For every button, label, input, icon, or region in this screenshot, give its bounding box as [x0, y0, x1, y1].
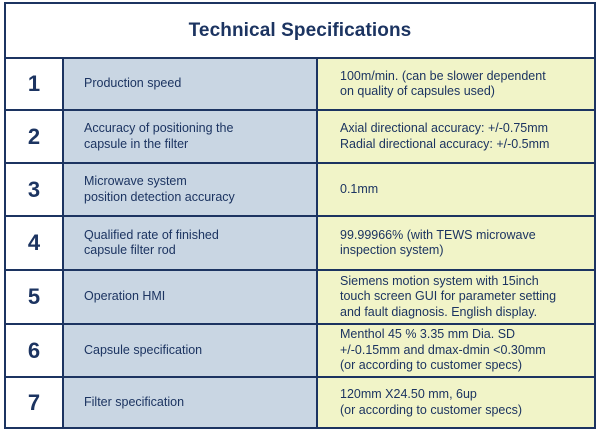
spec-value: 120mm X24.50 mm, 6up (or according to customer specs): [318, 378, 594, 427]
spec-label: Qualified rate of finished capsule filter rod: [64, 217, 318, 269]
spec-sheet: [4, 2, 596, 429]
row-number: 7: [6, 378, 64, 427]
spec-label: Accuracy of positioning the capsule in the filter: [64, 111, 318, 162]
spec-label: Production speed: [64, 59, 318, 109]
spec-row-5: [6, 271, 594, 325]
spec-value: 100m/min. (can be slower dependent on quality of capsules used): [318, 59, 594, 109]
spec-value: 0.1mm: [318, 164, 594, 215]
spec-row-7: [6, 378, 594, 427]
title-bar: [6, 4, 594, 59]
spec-row-6: [6, 325, 594, 378]
spec-row-1: [6, 59, 594, 111]
row-number: 2: [6, 111, 64, 162]
row-number: 5: [6, 271, 64, 323]
spec-value: Menthol 45 % 3.35 mm Dia. SD +/-0.15mm and dmax-dmin <0.30mm (or according to customer specs): [318, 325, 594, 376]
spec-row-3: [6, 164, 594, 217]
row-number: 3: [6, 164, 64, 215]
spec-label: Capsule specification: [64, 325, 318, 376]
row-number: 6: [6, 325, 64, 376]
spec-value: 99.99966% (with TEWS microwave inspection system): [318, 217, 594, 269]
row-number: 4: [6, 217, 64, 269]
spec-label: Microwave system position detection accuracy: [64, 164, 318, 215]
spec-value: Siemens motion system with 15inch touch screen GUI for parameter setting and fault diagnosis. English display.: [318, 271, 594, 323]
spec-label: Filter specification: [64, 378, 318, 427]
spec-row-4: [6, 217, 594, 271]
page-title: Technical Specifications: [188, 19, 412, 41]
spec-label: Operation HMI: [64, 271, 318, 323]
spec-row-2: [6, 111, 594, 164]
spec-value: Axial directional accuracy: +/-0.75mm Radial directional accuracy: +/-0.5mm: [318, 111, 594, 162]
row-number: 1: [6, 59, 64, 109]
